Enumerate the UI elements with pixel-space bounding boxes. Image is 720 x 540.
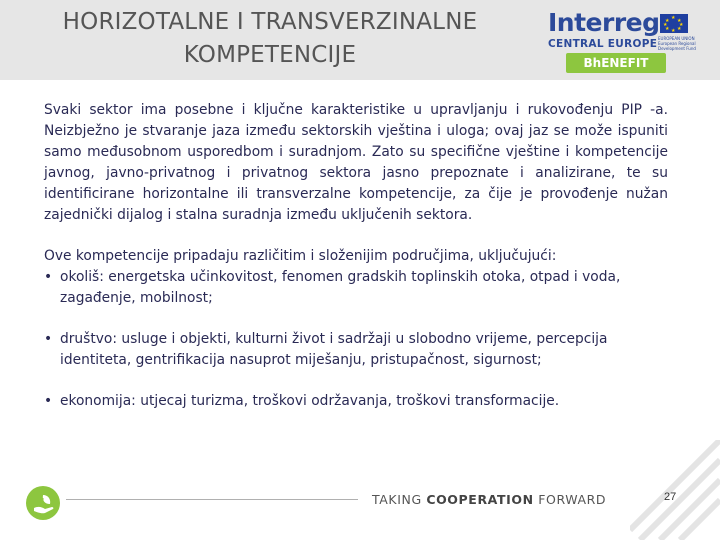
project-badge: BhENEFIT bbox=[566, 53, 666, 73]
logo-wordmark: Interreg bbox=[548, 8, 660, 37]
list-item bbox=[44, 267, 668, 309]
eu-flag-icon: ★ ★ ★ ★ ★ ★ ★ ★ bbox=[660, 14, 688, 33]
list-item bbox=[44, 329, 668, 371]
lead-paragraph: Ove kompetencije pripadaju različitim i složenijim područjima, uključujući: bbox=[44, 248, 557, 264]
tagline-bold: COOPERATION bbox=[426, 492, 534, 507]
bullet-icon: • bbox=[44, 269, 53, 285]
bullet-text-environment: okoliš: energetska učinkovitost, fenomen gradskih toplinskih otoka, otpad i voda, zagađenje, mobilnost; bbox=[60, 269, 621, 306]
interreg-logo bbox=[540, 6, 716, 76]
tagline-prefix: TAKING bbox=[372, 492, 427, 507]
page-title bbox=[0, 6, 540, 72]
bullet-text-economy: ekonomija: utjecaj turizma, troškovi održavanja, troškovi transformacije. bbox=[60, 393, 560, 409]
footer-divider bbox=[66, 499, 358, 500]
bullet-icon: • bbox=[44, 331, 53, 347]
eu-fund-text: EUROPEAN UNION European Regional Development Fund bbox=[658, 36, 696, 51]
tagline-suffix: FORWARD bbox=[533, 492, 607, 507]
header-bar bbox=[0, 0, 720, 80]
list-item bbox=[44, 391, 668, 412]
leaf-hand-icon bbox=[26, 486, 60, 520]
title-line-1: HORIZOTALNE I TRANSVERZINALNE bbox=[62, 9, 478, 35]
logo-subtitle: CENTRAL EUROPE bbox=[548, 38, 658, 50]
slide-body bbox=[44, 100, 668, 412]
bullet-icon: • bbox=[44, 393, 53, 409]
page-number: 27 bbox=[664, 491, 677, 503]
intro-paragraph: Svaki sektor ima posebne i ključne karakteristike u upravljanju i rukovođenju PIP -a. Neizbježno je stvaranje jaza između sektorskih vještina i uloga; ovaj jaz se može ispuniti samo međusobnom usporedbom i suradnjom. Zato su specifične vještine i kompetencije javnog, javno-privatnog i privatnog sektora jasno prepoznate i analizirane, te su identificirane horizontalne ili transverzalne kompetencije, za čije je provođenje nužan zajednički dijalog i stalna suradnja između uključenih sektora. bbox=[44, 102, 668, 223]
footer-tagline bbox=[372, 492, 606, 507]
bullet-text-society: društvo: usluge i objekti, kulturni život i sadržaji u slobodno vrijeme, percepcija identiteta, gentrifikacija nasuprot miješanju, pristupačnost, sigurnost; bbox=[60, 331, 608, 368]
decorative-pattern bbox=[630, 440, 720, 540]
title-line-2: KOMPETENCIJE bbox=[183, 42, 357, 68]
